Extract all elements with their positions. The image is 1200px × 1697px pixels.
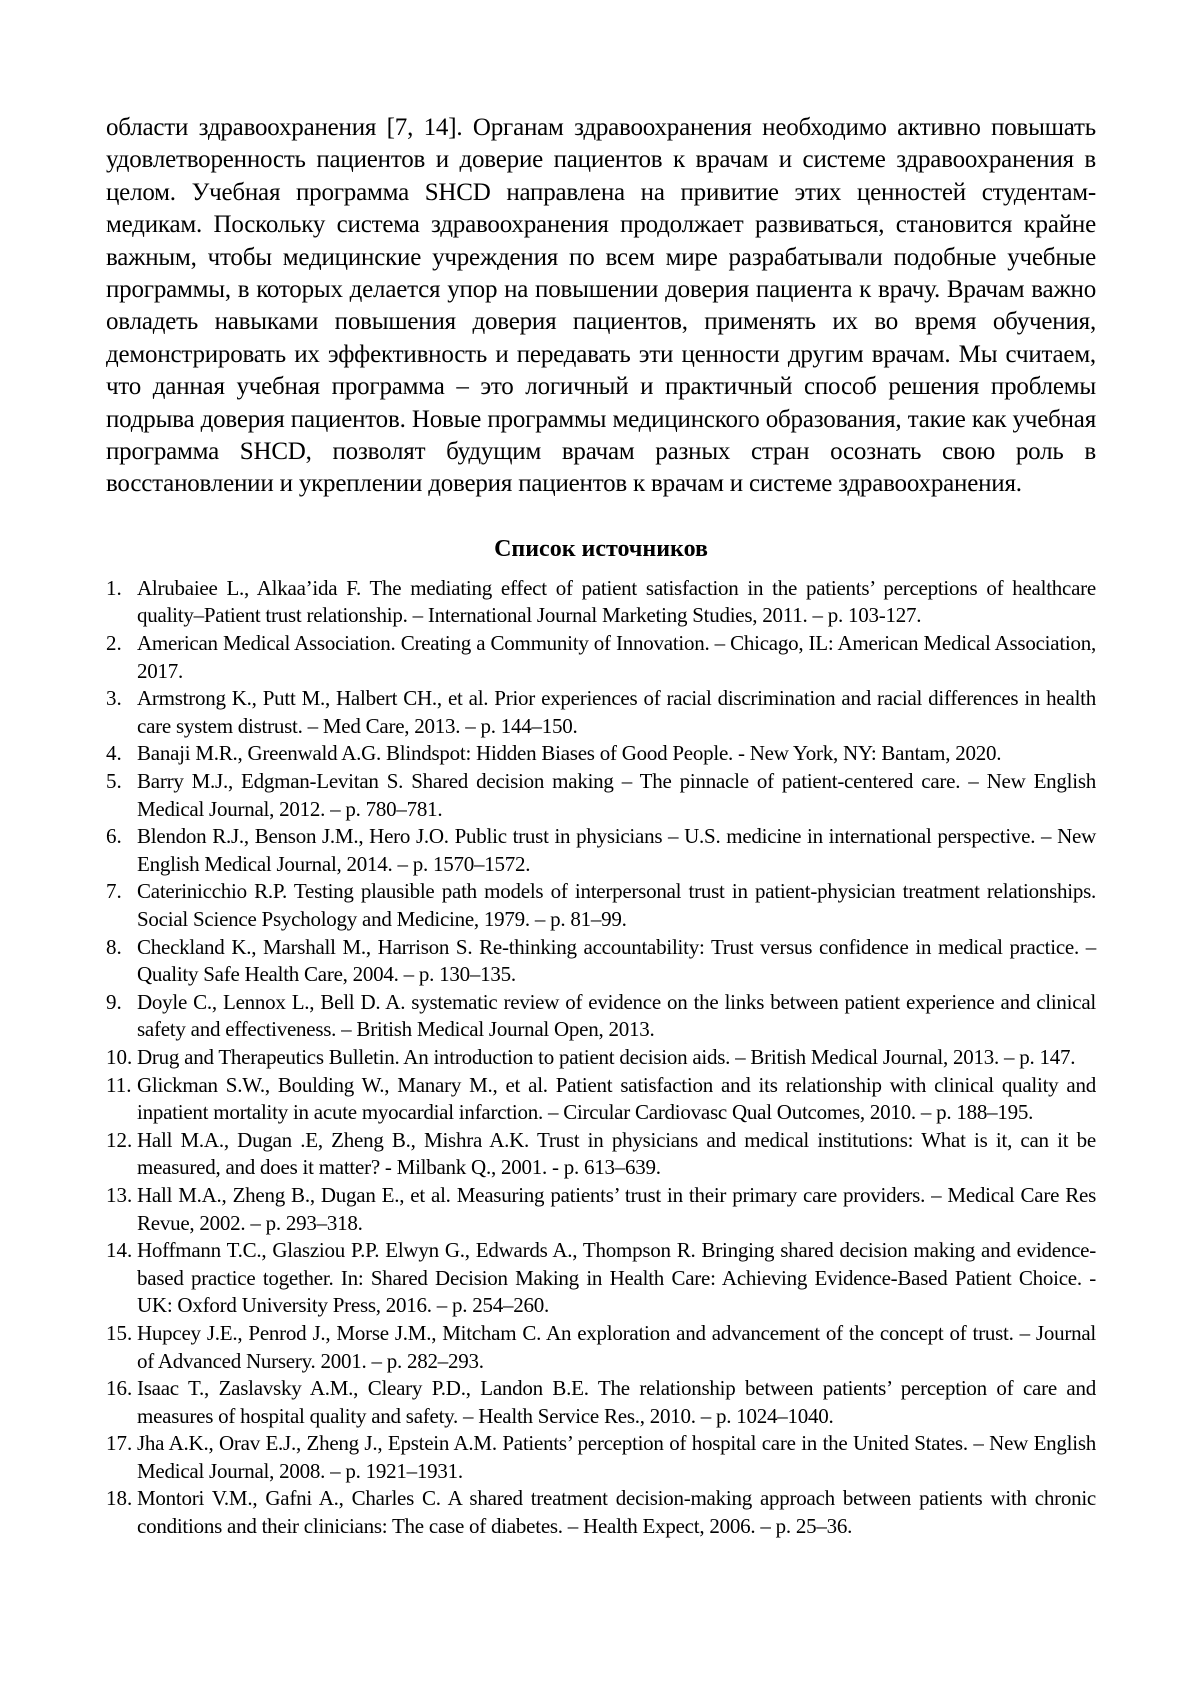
reference-text: Caterinicchio R.P. Testing plausible path models of interpersonal trust in patient-physician treatment relationships. Social Science Psychology and Medicine, 1979. – p. 81–99.: [137, 879, 1096, 931]
references-heading: Список источников: [494, 535, 708, 562]
reference-text: Hall M.A., Dugan .E, Zheng B., Mishra A.K. Trust in physicians and medical institutions: What is it, can it be measured, and does it matter? - Milbank Q., 2001. - p. 613–639.: [137, 1127, 1096, 1180]
reference-item: [106, 934, 1096, 989]
reference-text: Blendon R.J., Benson J.M., Hero J.O. Public trust in physicians – U.S. medicine in international perspective. – New English Medical Journal, 2014. – p. 1570–1572.: [137, 824, 1096, 876]
reference-item: [106, 685, 1096, 740]
reference-text: Jha A.K., Orav E.J., Zheng J., Epstein A.M. Patients’ perception of hospital care in the United States. – New English Medical Journal, 2008. – p. 1921–1931.: [137, 1431, 1096, 1483]
reference-text: Hupcey J.E., Penrod J., Morse J.M., Mitcham C. An exploration and advancement of the concept of trust. – Journal of Advanced Nursery. 2001. – p. 282–293.: [137, 1320, 1096, 1373]
reference-text: Armstrong K., Putt M., Halbert CH., et al. Prior experiences of racial discrimination and racial differences in health care system distrust. – Med Care, 2013. – p. 144–150.: [137, 686, 1096, 738]
reference-text: Montori V.M., Gafni A., Charles C. A shared treatment decision-making approach between patients with chronic conditions and their clinicians: The case of diabetes. – Health Expect, 2006. – p. 25–36.: [137, 1486, 1096, 1539]
reference-text: American Medical Association. Creating a Community of Innovation. – Chicago, IL: American Medical Association, 2017.: [137, 631, 1096, 683]
reference-number: 5.: [106, 769, 122, 794]
reference-number: 7.: [106, 879, 122, 904]
reference-text: Checkland K., Marshall M., Harrison S. Re-thinking accountability: Trust versus confidence in medical practice. – Quality Safe Health Care, 2004. – p. 130–135.: [137, 934, 1096, 987]
reference-number: 16.: [106, 1376, 133, 1401]
reference-number: 3.: [106, 686, 122, 711]
reference-item: [106, 630, 1096, 685]
reference-text: Isaac T., Zaslavsky A.M., Cleary P.D., Landon B.E. The relationship between patients’ perception of care and measures of hospital quality and safety. – Health Service Res., 2010. – p. 1024–1040.: [137, 1376, 1096, 1428]
reference-item: [106, 768, 1096, 823]
reference-text: Hall M.A., Zheng B., Dugan E., et al. Measuring patients’ trust in their primary care providers. – Medical Care Res Revue, 2002. – p. 293–318.: [137, 1182, 1096, 1235]
reference-item: [106, 1237, 1096, 1320]
reference-item: [106, 1044, 1096, 1072]
reference-item: [106, 575, 1096, 630]
reference-item: [106, 823, 1096, 878]
reference-number: 2.: [106, 631, 122, 656]
reference-number: 15.: [106, 1320, 133, 1345]
reference-item: [106, 1485, 1096, 1540]
reference-item: [106, 1430, 1096, 1485]
reference-item: [106, 1072, 1096, 1127]
reference-text: Barry M.J., Edgman-Levitan S. Shared decision making – The pinnacle of patient-centered care. – New English Medical Journal, 2012. – p. 780–781.: [137, 769, 1096, 821]
reference-number: 10.: [106, 1044, 133, 1069]
reference-item: [106, 1375, 1096, 1430]
reference-item: [106, 1127, 1096, 1182]
reference-item: [106, 878, 1096, 933]
reference-item: [106, 1320, 1096, 1375]
reference-text: Drug and Therapeutics Bulletin. An introduction to patient decision aids. – British Medical Journal, 2013. – p. 147.: [137, 1044, 1076, 1069]
reference-item: [106, 989, 1096, 1044]
reference-number: 4.: [106, 741, 122, 766]
reference-number: 11.: [106, 1072, 132, 1097]
reference-text: Glickman S.W., Boulding W., Manary M., et al. Patient satisfaction and its relationship with clinical quality and inpatient mortality in acute myocardial infarction. – Circular Cardiovasc Qual Outcomes, 2010. – p. 188–195.: [137, 1072, 1096, 1125]
reference-number: 8.: [106, 934, 122, 959]
body-paragraph: области здравоохранения [7, 14]. Органам здравоохранения необходимо активно повышать удовлетворенность пациентов и доверие пациентов к врачам и системе здравоохранения в целом. Учебная программа SHCD направлена на привитие этих ценностей студентам-медикам. Поскольку система здравоохранения продолжает развиваться, становится крайне важным, чтобы медицинские учреждения по всем мире разрабатывали подобные учебные программы, в которых делается упор на повышении доверия пациента к врачу. Врачам важно овладеть навыками повышения доверия пациентов, применять их во время обучения, демонстрировать их эффективность и передавать эти ценности другим врачам. Мы считаем, что данная учебная программа – это логичный и практичный способ решения проблемы подрыва доверия пациентов. Новые программы медицинского образования, такие как учебная программа SHCD, позволят будущим врачам разных стран осознать свою роль в восстановлении и укреплении доверия пациентов к врачам и системе здравоохранения.: [106, 114, 1096, 498]
reference-item: [106, 740, 1096, 768]
reference-number: 17.: [106, 1431, 133, 1456]
reference-number: 14.: [106, 1238, 133, 1263]
reference-text: Banaji M.R., Greenwald A.G. Blindspot: Hidden Biases of Good People. - New York, NY: Bantam, 2020.: [137, 741, 1002, 766]
reference-number: 9.: [106, 989, 122, 1014]
reference-number: 6.: [106, 824, 122, 849]
reference-text: Doyle C., Lennox L., Bell D. A. systematic review of evidence on the links between patient experience and clinical safety and effectiveness. – British Medical Journal Open, 2013.: [137, 989, 1096, 1042]
reference-number: 18.: [106, 1486, 133, 1511]
reference-number: 12.: [106, 1127, 133, 1152]
reference-number: 13.: [106, 1182, 133, 1207]
reference-item: [106, 1182, 1096, 1237]
reference-text: Alrubaiee L., Alkaa’ida F. The mediating effect of patient satisfaction in the patients’ perceptions of healthcare quality–Patient trust relationship. – International Journal Marketing Studies, 2011. – p. 103-127.: [137, 575, 1096, 628]
reference-text: Hoffmann T.C., Glasziou P.P. Elwyn G., Edwards A., Thompson R. Bringing shared decision making and evidence-based practice together. In: Shared Decision Making in Health Care: Achieving Evidence-Based Patient Choice. - UK: Oxford University Press, 2016. – p. 254–260.: [137, 1238, 1096, 1318]
references-list: [106, 575, 1096, 1541]
reference-number: 1.: [106, 575, 122, 600]
